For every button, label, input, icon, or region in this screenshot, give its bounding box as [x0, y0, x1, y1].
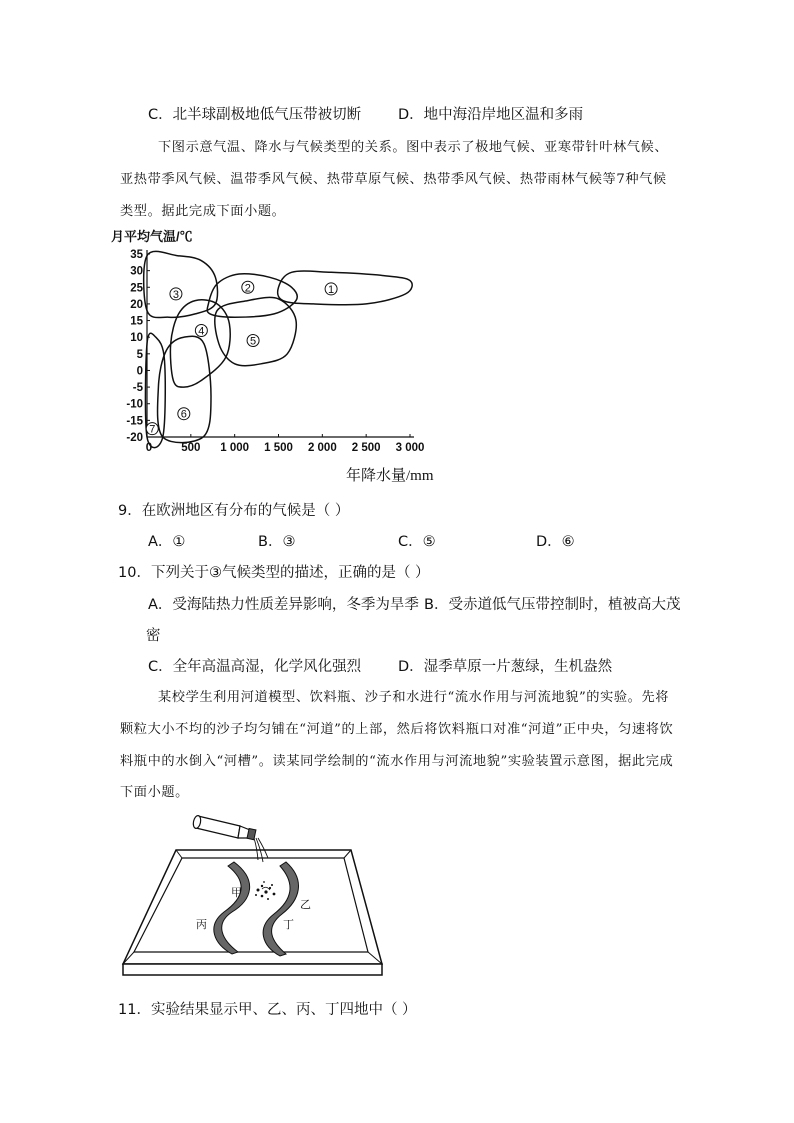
- q10-option-d: D．湿季草原一片葱绿，生机盎然: [398, 659, 613, 675]
- q10-option-c: C．全年高温高湿，化学风化强烈: [148, 659, 362, 675]
- region-label: 1: [328, 283, 335, 296]
- x-tick-label: 1 500: [264, 442, 293, 454]
- climate-region: [207, 274, 297, 317]
- y-tick-label: 5: [136, 348, 143, 361]
- q9-stem: 9．在欧洲地区有分布的气候是（ ）: [118, 503, 350, 519]
- y-tick-label: 10: [130, 332, 143, 345]
- bottle-icon: [192, 815, 256, 840]
- label-ding: 丁: [283, 918, 294, 931]
- x-tick-label: 3 000: [395, 442, 425, 454]
- label-bing: 丙: [196, 918, 207, 931]
- x-tick-label: 0: [145, 442, 153, 454]
- climate-region: [144, 251, 218, 317]
- option-d-prev: D．地中海沿岸地区温和多雨: [398, 107, 584, 123]
- region-label: 3: [172, 288, 179, 301]
- intro2-line3: 料瓶中的水倒入“河槽”。读某同学绘制的“流水作用与河流地貌”实验装置示意图，据此完成: [120, 754, 674, 769]
- q9-option-d: D．⑥: [536, 534, 575, 550]
- y-tick-label: -10: [126, 398, 143, 411]
- q9-option-b: B．③: [258, 534, 296, 550]
- intro2-line2: 颗粒大小不均的沙子均匀铺在“河道”的上部，然后将饮料瓶口对准“河道”正中央，匀速将饮: [120, 722, 674, 737]
- region-label: 4: [198, 325, 205, 338]
- intro1-line3: 类型。据此完成下面小题。: [120, 204, 286, 219]
- y-tick-label: 30: [130, 265, 143, 278]
- chart-ylabel: 月平均气温/℃: [111, 229, 193, 244]
- y-tick-label: 0: [136, 365, 143, 378]
- q9-option-c: C．⑤: [398, 534, 436, 550]
- x-tick-label: 1 000: [220, 442, 250, 454]
- intro2-line1: 某校学生利用河道模型、饮料瓶、沙子和水进行“流水作用与河流地貌”的实验。先将: [158, 690, 670, 705]
- region-label: 7: [149, 423, 156, 436]
- q10-stem: 10．下列关于③气候类型的描述，正确的是（ ）: [118, 565, 430, 581]
- y-tick-label: -15: [126, 415, 143, 428]
- q11-stem: 11．实验结果显示甲、乙、丙、丁四地中（ ）: [118, 1002, 417, 1018]
- option-c-prev: C．北半球副极地低气压带被切断: [148, 107, 362, 123]
- intro1-line2: 亚热带季风气候、温带季风气候、热带草原气候、热带季风气候、热带雨林气候等7种气候: [120, 172, 667, 187]
- experiment-diagram: [115, 805, 395, 985]
- climate-region: [278, 271, 412, 305]
- y-tick-label: 25: [130, 282, 143, 295]
- tray-front-wall: [123, 964, 382, 975]
- x-tick-label: 2 500: [351, 442, 381, 454]
- intro1-line1: 下图示意气温、降水与气候类型的关系。图中表示了极地气候、亚寒带针叶林气候、: [158, 140, 669, 155]
- climate-chart: [100, 222, 460, 492]
- y-tick-label: 35: [130, 249, 143, 261]
- region-label: 2: [244, 282, 251, 295]
- y-tick-label: 20: [130, 298, 143, 311]
- label-yi: 乙: [300, 898, 311, 911]
- q10-option-b: B．受赤道低气压带控制时，植被高大茂: [424, 597, 681, 613]
- region-label: 5: [250, 335, 257, 348]
- y-tick-label: -5: [132, 382, 143, 395]
- region-label: 6: [180, 408, 187, 421]
- q10-option-b-cont: 密: [146, 628, 161, 644]
- y-tick-label: -20: [126, 432, 143, 444]
- chart-xlabel: 年降水量/mm: [346, 468, 434, 484]
- q10-option-a: A．受海陆热力性质差异影响，冬季为旱季: [148, 597, 419, 613]
- label-jia: 甲: [231, 886, 242, 899]
- x-tick-label: 500: [181, 442, 201, 454]
- y-tick-label: 15: [130, 315, 143, 328]
- intro2-line4: 下面小题。: [120, 785, 189, 800]
- q9-option-a: A．①: [148, 534, 186, 550]
- x-tick-label: 2 000: [307, 442, 337, 454]
